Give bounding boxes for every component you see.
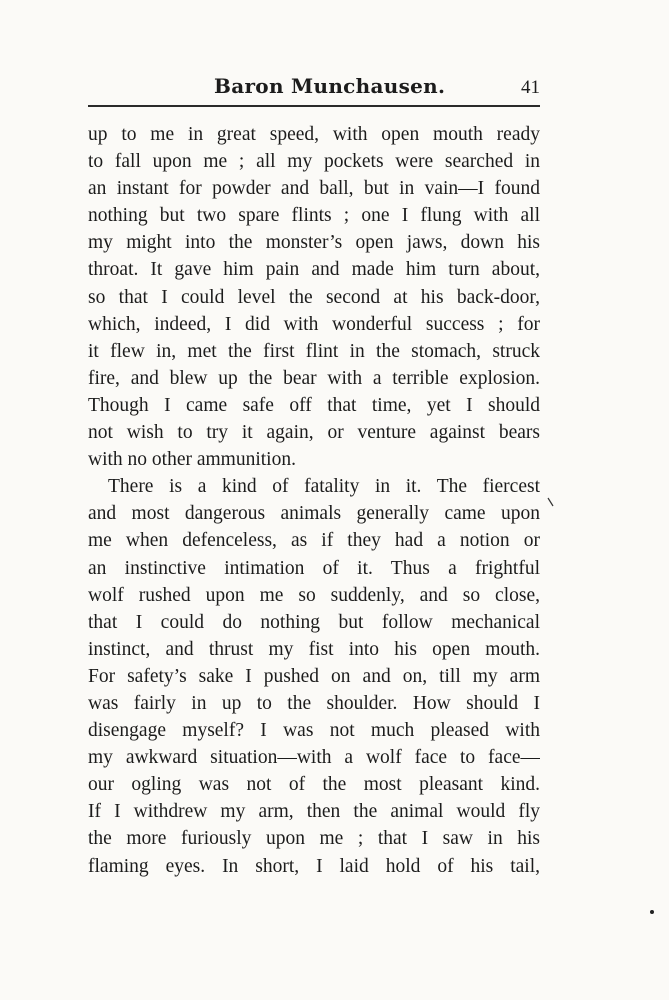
text-line: fire, and blew up the bear with a terrible explosion.: [88, 367, 540, 389]
text-line: that I could do nothing but follow mechanical: [88, 611, 540, 633]
text-line: an instant for powder and ball, but in vain—I found: [88, 178, 540, 200]
text-line: my might into the monster’s open jaws, down his: [88, 232, 540, 254]
text-line: an instinctive intimation of it. Thus a frightful: [88, 557, 540, 579]
text-line: which, indeed, I did with wonderful success ; for: [88, 313, 540, 335]
text-line: There is a kind of fatality in it. The fiercest: [108, 476, 540, 498]
text-line: flaming eyes. In short, I laid hold of his tail,: [88, 855, 540, 877]
text-line: and most dangerous animals generally came upon: [88, 503, 540, 525]
text-line: so that I could level the second at his back-door,: [88, 286, 540, 308]
text-line: me when defenceless, as if they had a notion or: [88, 530, 540, 552]
text-line: nothing but two spare flints ; one I flung with all: [88, 205, 540, 227]
ink-speck: [650, 910, 654, 914]
text-line: up to me in great speed, with open mouth ready: [88, 124, 540, 145]
text-line: For safety’s sake I pushed on and on, till my arm: [88, 665, 540, 687]
header-rule: [88, 105, 540, 107]
margin-mark: [547, 497, 554, 507]
text-line: the more furiously upon me ; that I saw in his: [88, 828, 540, 850]
text-line: to fall upon me ; all my pockets were searched in: [88, 151, 540, 173]
text-line: disengage myself? I was not much pleased with: [88, 720, 540, 742]
text-line: with no other ammunition.: [88, 449, 296, 471]
text-line: wolf rushed upon me so suddenly, and so close,: [88, 584, 540, 606]
text-line: my awkward situation—with a wolf face to face—: [88, 747, 540, 769]
text-line: not wish to try it again, or venture against bears: [88, 422, 540, 444]
running-head: [88, 74, 540, 104]
body-text: [88, 121, 540, 880]
text-line: instinct, and thrust my fist into his open mouth.: [88, 638, 540, 660]
paragraph: [88, 473, 540, 879]
running-title: Baron Munchausen.: [214, 74, 446, 98]
text-line: Though I came safe off that time, yet I should: [88, 394, 540, 416]
text-line: it flew in, met the first flint in the stomach, struck: [88, 340, 540, 362]
text-line: throat. It gave him pain and made him turn about,: [88, 259, 540, 281]
text-line: If I withdrew my arm, then the animal would fly: [88, 801, 540, 823]
text-line: our ogling was not of the most pleasant kind.: [88, 774, 540, 796]
page-number: 41: [521, 77, 540, 98]
paragraph: [88, 121, 540, 473]
text-line: was fairly in up to the shoulder. How should I: [88, 692, 540, 714]
